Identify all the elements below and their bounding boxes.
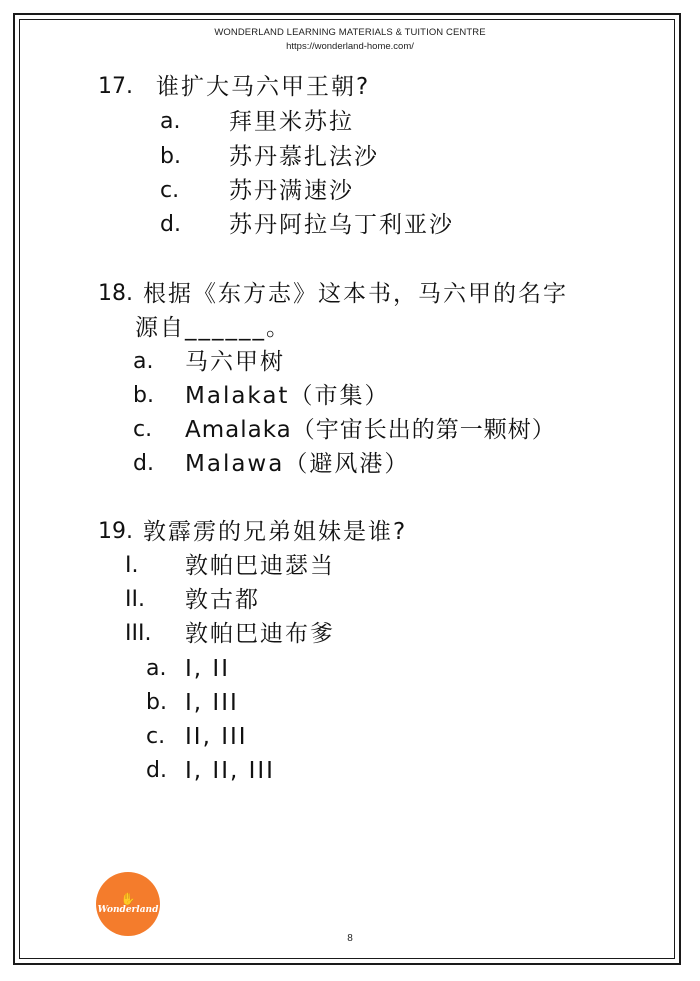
q17-option-a-label: a. <box>160 109 181 134</box>
q17-option-b-label: b. <box>160 144 181 169</box>
q18-number: 18. <box>98 281 133 306</box>
q19-question: 敦霹雳的兄弟姐妹是谁? <box>143 519 408 545</box>
q17-option-d-label: d. <box>160 212 181 237</box>
q19-statement-3-text: 敦帕巴迪布爹 <box>185 621 335 647</box>
q17-option-a-text: 拜里米苏拉 <box>229 109 354 135</box>
q18-option-b-label: b. <box>133 383 154 408</box>
q17-option-c-label: c. <box>160 178 180 203</box>
q18-option-c-label: c. <box>133 417 153 442</box>
q19-statement-2-label: II. <box>125 587 145 612</box>
q18-question-line1: 根据《东方志》这本书，马六甲的名字 <box>143 281 568 307</box>
q17-option-c-text: 苏丹满速沙 <box>229 178 354 204</box>
q17-number: 17. <box>98 74 133 99</box>
logo-text: Wonderland <box>97 905 159 915</box>
q18-option-b-text: Malakat（市集） <box>185 383 390 409</box>
q19-statement-3-label: III. <box>125 621 152 646</box>
hand-icon: ✋ <box>120 892 136 906</box>
q19-statement-2-text: 敦古都 <box>185 587 260 613</box>
q18-option-a-text: 马六甲树 <box>185 349 285 375</box>
q19-option-c-label: c. <box>146 724 166 749</box>
wonderland-logo <box>96 872 160 936</box>
q18-option-d-text: Malawa（避风港） <box>185 451 410 477</box>
q18-option-c-text: Amalaka（宇宙长出的第一颗树） <box>185 417 556 443</box>
q19-option-d-label: d. <box>146 758 167 783</box>
q19-option-b-label: b. <box>146 690 167 715</box>
q18-option-a-label: a. <box>133 349 154 374</box>
q17-option-d-text: 苏丹阿拉乌丁利亚沙 <box>229 212 454 238</box>
header-url: https://wonderland-home.com/ <box>286 41 414 52</box>
q18-question-line2: 源自______。 <box>135 315 291 341</box>
q19-statement-1-text: 敦帕巴迪瑟当 <box>185 553 335 579</box>
q19-option-a-label: a. <box>146 656 167 681</box>
page-number: 8 <box>347 933 353 944</box>
q19-statement-1-label: I. <box>125 553 139 578</box>
q19-option-a-text: I, II <box>185 656 230 682</box>
q19-option-c-text: II, III <box>185 724 248 750</box>
q19-option-d-text: I, II, III <box>185 758 275 784</box>
q19-option-b-text: I, III <box>185 690 239 716</box>
q17-question: 谁扩大马六甲王朝? <box>156 74 371 100</box>
header-title: WONDERLAND LEARNING MATERIALS & TUITION CENTRE <box>214 27 486 38</box>
q19-number: 19. <box>98 519 133 544</box>
q17-option-b-text: 苏丹慕扎法沙 <box>229 144 379 170</box>
q18-option-d-label: d. <box>133 451 154 476</box>
